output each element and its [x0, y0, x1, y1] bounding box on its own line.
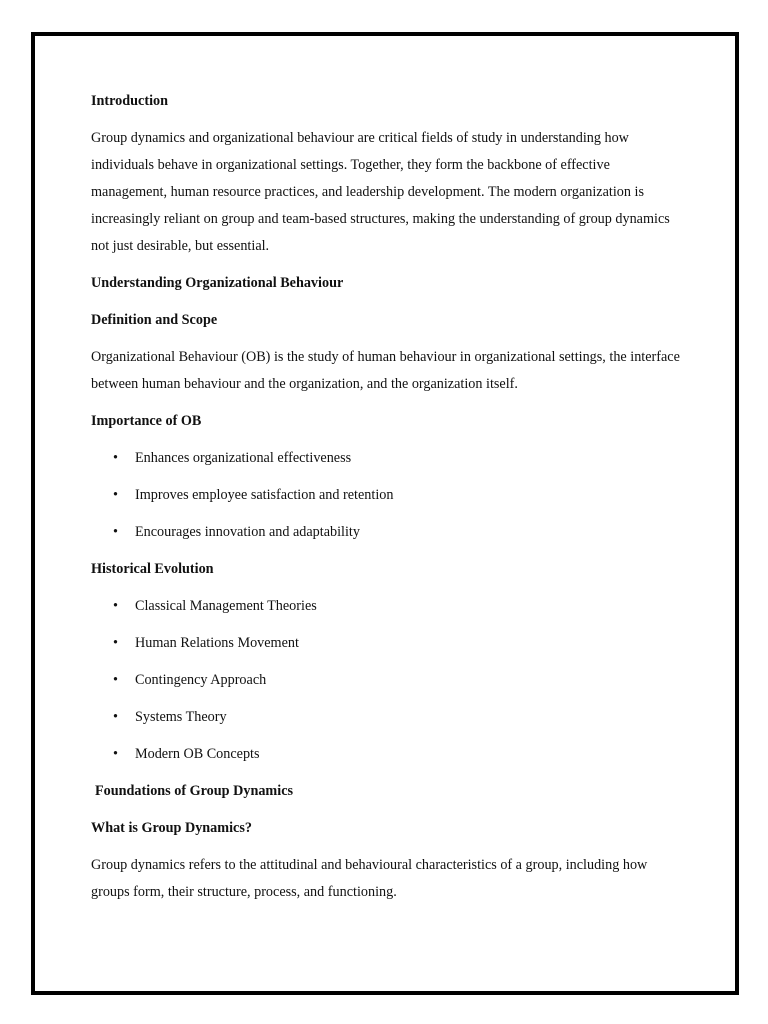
list-item — [91, 667, 681, 694]
list-item — [91, 482, 681, 509]
heading-understanding-ob: Understanding Organizational Behaviour — [91, 275, 344, 291]
bullet-icon: • — [113, 709, 118, 725]
list-item — [91, 704, 681, 731]
heading-definition-scope: Definition and Scope — [91, 312, 218, 328]
list-item — [91, 445, 681, 472]
bullet-icon: • — [113, 524, 118, 540]
list-item-text: Modern OB Concepts — [135, 746, 260, 762]
heading-introduction: Introduction — [91, 93, 168, 109]
document-body — [91, 88, 681, 916]
heading-foundations-group-dynamics: Foundations of Group Dynamics — [95, 783, 294, 799]
heading-what-is-group-dynamics: What is Group Dynamics? — [91, 820, 252, 836]
list-item-text: Contingency Approach — [135, 672, 267, 688]
list-item-text: Classical Management Theories — [135, 598, 317, 614]
paragraph-group-dynamics: Group dynamics refers to the attitudinal and behavioural characteristics of a group, including how groups form, their structure, process, and functioning. — [91, 857, 648, 900]
list-item — [91, 741, 681, 768]
heading-historical-evolution: Historical Evolution — [91, 561, 214, 577]
heading-importance-ob: Importance of OB — [91, 413, 202, 429]
list-item-text: Improves employee satisfaction and retention — [135, 487, 394, 503]
paragraph-introduction: Group dynamics and organizational behaviour are critical fields of study in understanding how individuals behave in organizational settings. Together, they form the backbone of effective management, human resource practices, and leadership development. The modern organization is increasingly reliant on group and team-based structures, making the understanding of group dynamics not just desirable, but essential. — [91, 130, 670, 254]
bullet-icon: • — [113, 487, 118, 503]
bullet-icon: • — [113, 598, 118, 614]
paragraph-definition: Organizational Behaviour (OB) is the study of human behaviour in organizational settings, the interface between human behaviour and the organization, and the organization itself. — [91, 349, 680, 392]
list-item — [91, 630, 681, 657]
list-item — [91, 519, 681, 546]
bullet-icon: • — [113, 635, 118, 651]
list-item-text: Encourages innovation and adaptability — [135, 524, 360, 540]
list-item-text: Human Relations Movement — [135, 635, 299, 651]
history-list — [91, 593, 681, 768]
importance-list — [91, 445, 681, 546]
list-item-text: Enhances organizational effectiveness — [135, 450, 352, 466]
list-item-text: Systems Theory — [135, 709, 227, 725]
bullet-icon: • — [113, 450, 118, 466]
bullet-icon: • — [113, 672, 118, 688]
bullet-icon: • — [113, 746, 118, 762]
list-item — [91, 593, 681, 620]
